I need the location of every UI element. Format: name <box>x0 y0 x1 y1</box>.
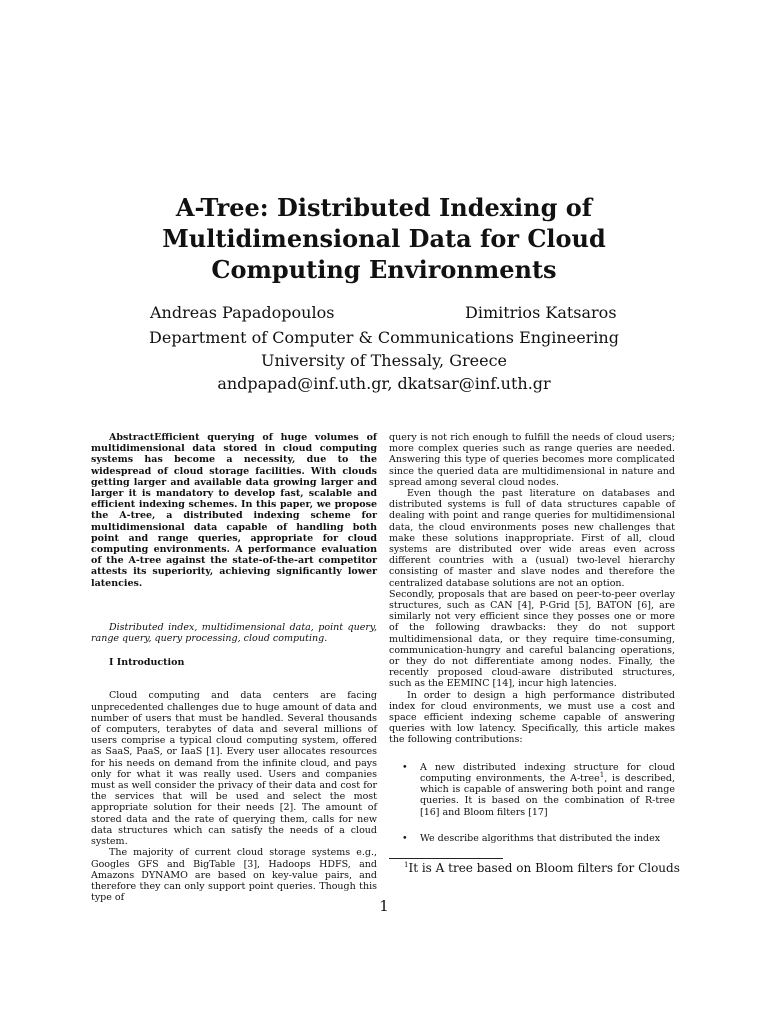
author-name: Andreas Papadopoulos <box>150 303 335 322</box>
footnote <box>404 861 680 875</box>
paragraph: Cloud computing and data centers are facing unprecedented challenges due to huge amount of data and number of users that must be handled. Several thousands of computers, terabytes of data and several millions of users comprise a typical cloud computing system, offered as SaaS, PaaS, or IaaS [1]. Every user allocates resources for his needs on demand from the infinite cloud, and pays only for what it was really used. Users and companies must as well consider the privacy of their data and cost for the services that will be used and select the most appropriate solution for their needs [2]. The amount of stored data and the rate of querying them, calls for new data structures which can satisfy the needs of a cloud system. <box>91 690 377 848</box>
paragraph: The majority of current cloud storage systems e.g., Googles GFS and BigTable [3], Hadoops HDFS, and Amazons DYNAMO are based on key-value pairs, and therefore they can only support point queries. Though this type of <box>91 847 377 904</box>
list-item-text: , is described, which is capable of answering both point and range queries. It is based on the combination of R-tree [16] and Bloom filters [17] <box>420 772 675 818</box>
right-column <box>389 432 675 844</box>
left-column <box>91 432 377 903</box>
affiliation-block <box>0 326 768 395</box>
abstract: AbstractEfficient querying of huge volumes of multidimensional data stored in cloud computing systems has become a necessity, due to the widespread of cloud storage facilities. With clouds getting larger and available data growing larger and larger it is mandatory to develop fast, scalable and efficient indexing schemes. In this paper, we propose the A-tree, a distributed indexing scheme for multidimensional data capable of handling both point and range queries, appropriate for cloud computing environments. A performance evaluation of the A-tree against the state-of-the-art competitor attests its superiority, achieving significantly lower latencies. <box>91 432 377 589</box>
list-item <box>389 762 675 818</box>
list-item-text: A new distributed indexing structure for cloud computing environments, the A-tree <box>420 761 675 784</box>
bullet-marker: • <box>402 832 408 844</box>
paragraph: In order to design a high performance distributed index for cloud environments, we must use a cost and space efficient indexing scheme capable of answering queries with low latency. Specifically, this article makes the following contributions: <box>389 689 675 746</box>
paper-title: A-Tree: Distributed Indexing of Multidimensional Data for Cloud Computing Environments <box>162 193 606 284</box>
paragraph: query is not rich enough to fulfill the needs of cloud users; more complex queries such as range queries are needed. Answering this type of queries becomes more complicated since the queried data are multidimensional in nature and spread among several cloud nodes. <box>389 432 675 488</box>
bullet-marker: • <box>402 761 408 773</box>
department: Department of Computer & Communications Engineering <box>149 328 619 347</box>
list-item <box>389 833 675 844</box>
footnote-ref: 1 <box>599 770 605 779</box>
paragraph: Even though the past literature on databases and distributed systems is full of data structures capable of dealing with point and range queries for multidimensional data, the cloud environments poses new challenges that make these solutions inappropriate. First of all, cloud systems are distributed over wide areas even across different countries with a (usual) two-level hierarchy consisting of master and slave nodes and therefore the centralized database solutions are not an option. <box>389 488 675 589</box>
keywords: Distributed index, multidimensional data, point query, range query, query processing, cloud computing. <box>91 621 377 645</box>
footnote-mark: 1 <box>404 861 409 869</box>
footnote-rule <box>389 858 503 859</box>
list-item-text: We describe algorithms that distributed the index <box>420 832 661 844</box>
page-number: 1 <box>379 897 389 915</box>
author-name: Dimitrios Katsaros <box>465 303 617 322</box>
paragraph: Secondly, proposals that are based on peer-to-peer overlay structures, such as CAN [4], P-Grid [5], BATON [6], are similarly not very efficient since they posses one or more of the following drawbacks: they do not support multidimensional data, or they require time-consuming, communication-hungry and careful balancing operations, or they do not differentiate among nodes. Finally, the recently proposed cloud-aware distributed structures, such as the EEMINC [14], incur high latencies. <box>389 588 675 690</box>
university: University of Thessaly, Greece <box>261 351 507 370</box>
footnote-text: It is A tree based on Bloom filters for Clouds <box>408 861 680 875</box>
contribution-list <box>389 762 675 844</box>
section-heading: I Introduction <box>109 657 185 669</box>
author-emails: andpapad@inf.uth.gr, dkatsar@inf.uth.gr <box>217 374 551 393</box>
